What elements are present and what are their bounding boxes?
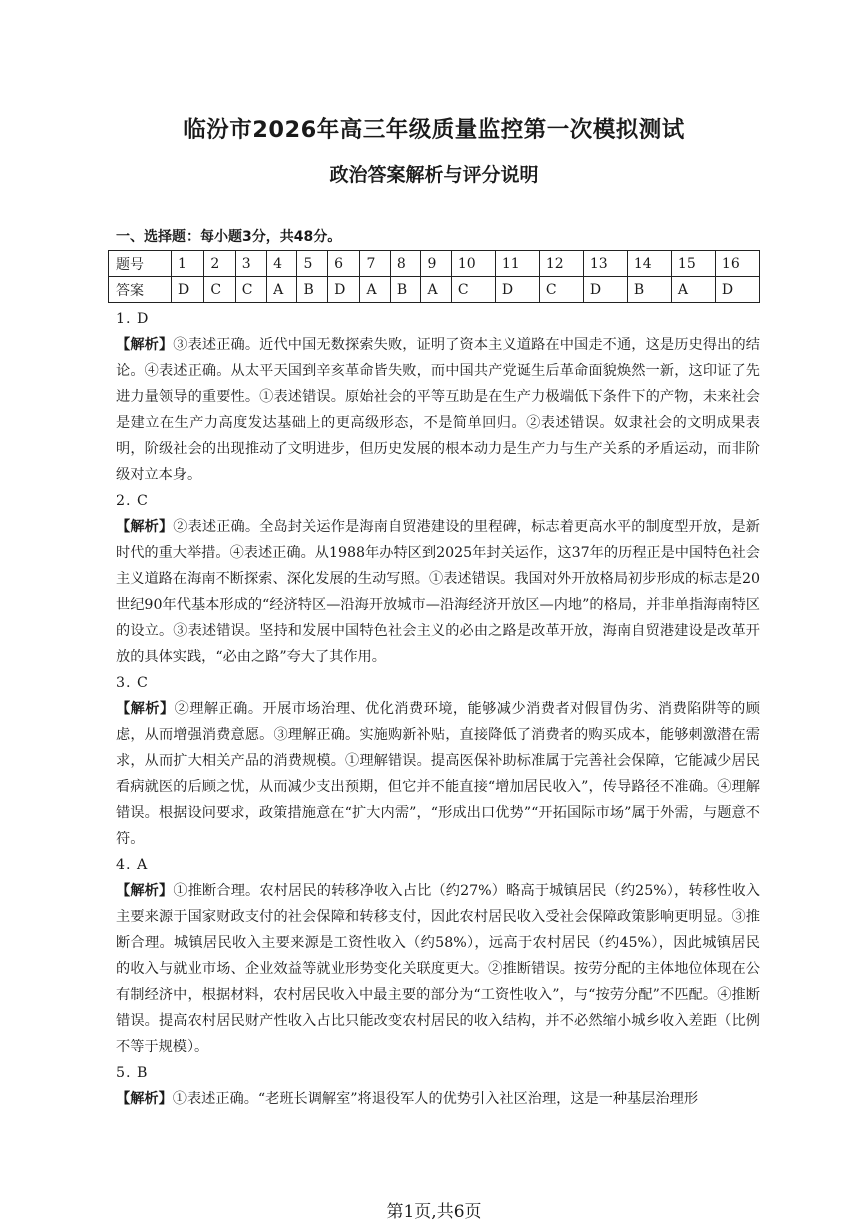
question-label: 3. C [116, 675, 149, 691]
analysis-tag: 【解析】 [116, 519, 174, 535]
question-number-cell: 11 [495, 251, 539, 277]
answer-cell: D [172, 277, 204, 303]
question-number-cell: 12 [539, 251, 583, 277]
answer-cell: B [297, 277, 328, 303]
answer-cell: A [267, 277, 297, 303]
explanation-paragraph [116, 332, 760, 488]
answer-cell: D [495, 277, 539, 303]
question-number-cell: 13 [583, 251, 627, 277]
question-label: 4. A [116, 857, 149, 873]
question-number-cell: 6 [328, 251, 360, 277]
answer-cell: D [715, 277, 759, 303]
question-number-cell: 14 [627, 251, 671, 277]
question-number-cell: 15 [671, 251, 715, 277]
document-title: 临汾市2026年高三年级质量监控第一次模拟测试 [183, 117, 685, 143]
explanation-text: ②表述正确。全岛封关运作是海南自贸港建设的里程碑，标志着更高水平的制度型开放，是新时代的重大举措。④表述正确。从1988年办特区到2025年封关运作，这37年的历程正是中国特色社会主义道路在海南不断探索、深化发展的生动写照。①表述错误。我国对外开放格局初步形成的标志是20世纪90年代基本形成的“经济特区—沿海开放城市—沿海经济开放区—内地”的格局，并非单指海南特区的设立。③表述错误。坚持和发展中国特色社会主义的必由之路是改革开放，海南自贸港建设是改革开放的具体实践，“必由之路”夸大了其作用。 [116, 519, 760, 665]
answer-table [108, 250, 760, 303]
analysis-tag: 【解析】 [116, 1091, 173, 1107]
question-number-cell: 4 [267, 251, 297, 277]
page-footer: 第1页,共6页 [386, 1202, 482, 1222]
question-label: 2. C [116, 493, 149, 509]
question-number-cell: 9 [421, 251, 451, 277]
section-heading: 一、选择题：每小题3分，共48分。 [116, 229, 342, 245]
question-number-cell: 1 [172, 251, 204, 277]
answer-cell: B [390, 277, 421, 303]
answer-cell: A [360, 277, 390, 303]
analysis-tag: 【解析】 [116, 883, 174, 899]
row-label-answer: 答案 [109, 277, 172, 303]
explanation-text: ③表述正确。近代中国无数探索失败，证明了资本主义道路在中国走不通，这是历史得出的结论。④表述正确。从太平天国到辛亥革命皆失败，而中国共产党诞生后革命面貌焕然一新，这印证了先进力量领导的重要性。①表述错误。原始社会的平等互助是在生产力极端低下条件下的产物，未来社会是建立在生产力高度发达基础上的更高级形态，不是简单回归。②表述错误。奴隶社会的文明成果表明，阶级社会的出现推动了文明进步，但历史发展的根本动力是生产力与生产关系的矛盾运动，而非阶级对立本身。 [116, 337, 760, 483]
analysis-tag: 【解析】 [116, 337, 174, 353]
question-number-cell: 2 [204, 251, 235, 277]
explanation-paragraph [116, 696, 760, 852]
question-number-cell: 16 [715, 251, 759, 277]
explanation-body [116, 306, 760, 1112]
answer-cell: C [204, 277, 235, 303]
explanation-paragraph [116, 1086, 760, 1112]
question-number-row [109, 251, 760, 277]
analysis-tag: 【解析】 [116, 701, 175, 717]
answer-cell: C [451, 277, 495, 303]
question-number-cell: 7 [360, 251, 390, 277]
question-number-cell: 10 [451, 251, 495, 277]
explanation-text: ②理解正确。开展市场治理、优化消费环境，能够减少消费者对假冒伪劣、消费陷阱等的顾虑，从而增强消费意愿。③理解正确。实施购新补贴，直接降低了消费者的购买成本，能够刺激潜在需求，从而扩大相关产品的消费规模。①理解错误。提高医保补助标准属于完善社会保障，它能减少居民看病就医的后顾之忧，从而减少支出预期，但它并不能直接“增加居民收入”，传导路径不准确。④理解错误。根据设问要求，政策措施意在“扩大内需”，“形成出口优势”“开拓国际市场”属于外需，与题意不符。 [116, 701, 760, 847]
document-subtitle: 政治答案解析与评分说明 [329, 164, 539, 186]
explanation-paragraph [116, 514, 760, 670]
row-label-question: 题号 [109, 251, 172, 277]
question-label: 5. B [116, 1065, 149, 1081]
answer-cell: D [583, 277, 627, 303]
question-number-cell: 3 [235, 251, 266, 277]
answer-cell: C [539, 277, 583, 303]
question-number-cell: 5 [297, 251, 328, 277]
answer-cell: A [671, 277, 715, 303]
answer-row [109, 277, 760, 303]
answer-cell: D [328, 277, 360, 303]
answer-cell: B [627, 277, 671, 303]
question-number-cell: 8 [390, 251, 421, 277]
explanation-text: ①推断合理。农村居民的转移净收入占比（约27%）略高于城镇居民（约25%），转移性收入主要来源于国家财政支付的社会保障和转移支付，因此农村居民收入受社会保障政策影响更明显。③推断合理。城镇居民收入主要来源是工资性收入（约58%），远高于农村居民（约45%），因此城镇居民的收入与就业市场、企业效益等就业形势变化关联度更大。②推断错误。按劳分配的主体地位体现在公有制经济中，根据材料，农村居民收入中最主要的部分为“工资性收入”，与“按劳分配”不匹配。④推断错误。提高农村居民财产性收入占比只能改变农村居民的收入结构，并不必然缩小城乡收入差距（比例不等于规模）。 [116, 883, 760, 1055]
question-label: 1. D [116, 311, 150, 327]
answer-cell: C [235, 277, 266, 303]
explanation-paragraph [116, 878, 760, 1060]
answer-cell: A [421, 277, 451, 303]
explanation-text: ①表述正确。“老班长调解室”将退役军人的优势引入社区治理，这是一种基层治理形 [172, 1091, 699, 1107]
